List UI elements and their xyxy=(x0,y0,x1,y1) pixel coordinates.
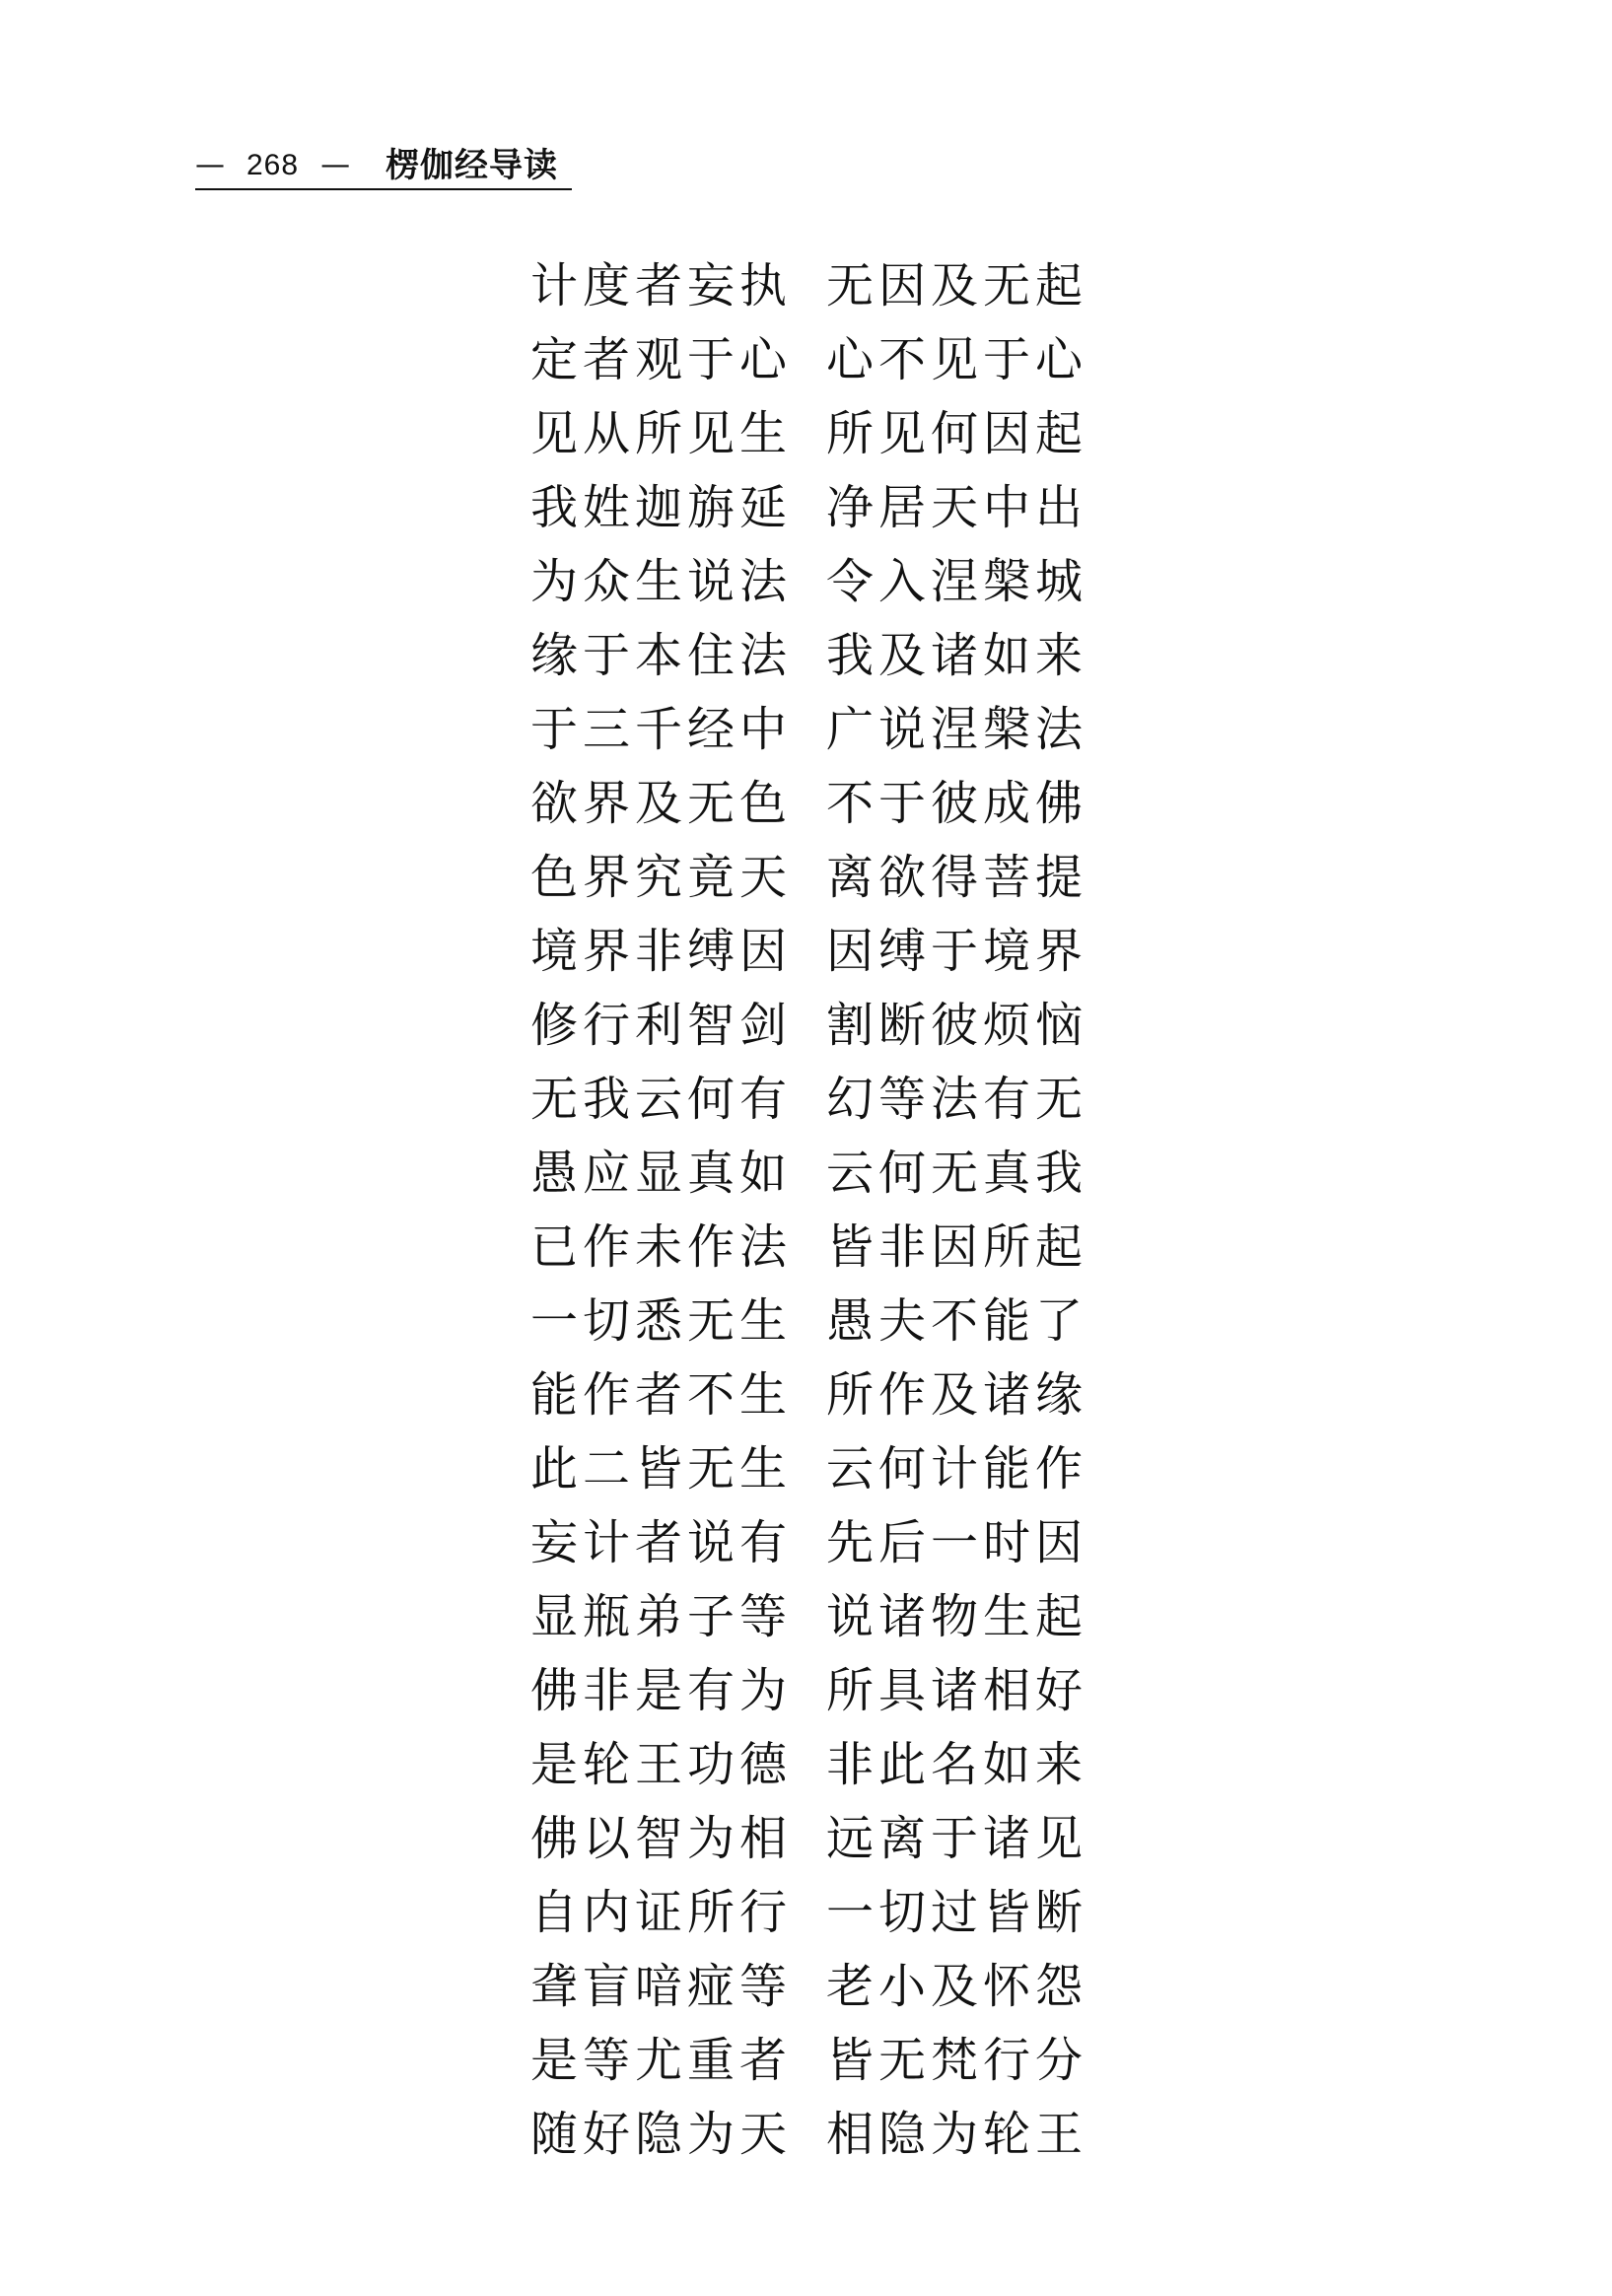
verse-second-half: 云何计能作 xyxy=(826,1441,1088,1496)
running-header xyxy=(195,143,572,190)
verse-line xyxy=(530,910,1122,984)
verse-line xyxy=(530,1649,1122,1723)
verse-line xyxy=(530,466,1122,540)
verse-first-half: 随好隐为天 xyxy=(530,2107,793,2162)
verse-line xyxy=(530,688,1122,762)
verse-second-half: 先后一时因 xyxy=(826,1515,1088,1570)
verse-line xyxy=(530,1354,1122,1427)
verse-second-half: 因缚于境界 xyxy=(826,924,1088,979)
verse-line xyxy=(530,1797,1122,1871)
verse-second-half: 老小及怀怨 xyxy=(826,1959,1088,2014)
verse-first-half: 计度者妄执 xyxy=(530,258,793,313)
verse-second-half: 远离于诸见 xyxy=(826,1811,1088,1866)
verse-second-half: 所见何因起 xyxy=(826,406,1088,461)
verse-first-half: 此二皆无生 xyxy=(530,1441,793,1496)
page-number: 268 xyxy=(246,149,300,181)
header-dash-left: — xyxy=(195,148,225,182)
verse-block xyxy=(530,244,1122,2167)
verse-line xyxy=(530,318,1122,392)
verse-line xyxy=(530,540,1122,614)
verse-line xyxy=(530,1058,1122,1132)
verse-line xyxy=(530,762,1122,836)
verse-first-half: 佛非是有为 xyxy=(530,1663,793,1718)
verse-second-half: 皆无梵行分 xyxy=(826,2033,1088,2088)
verse-second-half: 割断彼烦恼 xyxy=(826,998,1088,1053)
verse-line xyxy=(530,1945,1122,2019)
verse-first-half: 自内证所行 xyxy=(530,1885,793,1940)
verse-line xyxy=(530,2019,1122,2093)
verse-second-half: 所具诸相好 xyxy=(826,1663,1088,1718)
verse-first-half: 为众生说法 xyxy=(530,554,793,609)
verse-first-half: 愚应显真如 xyxy=(530,1146,793,1201)
verse-first-half: 佛以智为相 xyxy=(530,1811,793,1866)
verse-first-half: 我姓迦旃延 xyxy=(530,480,793,535)
verse-second-half: 心不见于心 xyxy=(826,332,1088,387)
verse-line xyxy=(530,1871,1122,1945)
header-dash-right: — xyxy=(320,148,351,182)
verse-second-half: 不于彼成佛 xyxy=(826,776,1088,831)
verse-second-half: 非此名如来 xyxy=(826,1737,1088,1792)
verse-line xyxy=(530,1501,1122,1575)
verse-line xyxy=(530,244,1122,318)
verse-second-half: 云何无真我 xyxy=(826,1146,1088,1201)
verse-first-half: 是等尤重者 xyxy=(530,2033,793,2088)
verse-first-half: 缘于本住法 xyxy=(530,628,793,683)
verse-first-half: 修行利智剑 xyxy=(530,998,793,1053)
verse-line xyxy=(530,1206,1122,1280)
verse-second-half: 我及诸如来 xyxy=(826,628,1088,683)
verse-line xyxy=(530,1280,1122,1354)
verse-second-half: 离欲得菩提 xyxy=(826,850,1088,905)
verse-second-half: 无因及无起 xyxy=(826,258,1088,313)
verse-second-half: 净居天中出 xyxy=(826,480,1088,535)
verse-second-half: 令入涅槃城 xyxy=(826,554,1088,609)
verse-first-half: 定者观于心 xyxy=(530,332,793,387)
verse-line xyxy=(530,836,1122,910)
verse-first-half: 聋盲喑痖等 xyxy=(530,1959,793,2014)
verse-first-half: 境界非缚因 xyxy=(530,924,793,979)
verse-second-half: 幻等法有无 xyxy=(826,1072,1088,1127)
verse-line xyxy=(530,984,1122,1058)
verse-first-half: 妄计者说有 xyxy=(530,1515,793,1570)
verse-second-half: 所作及诸缘 xyxy=(826,1367,1088,1423)
verse-line xyxy=(530,2093,1122,2167)
verse-first-half: 无我云何有 xyxy=(530,1072,793,1127)
verse-first-half: 显瓶弟子等 xyxy=(530,1589,793,1644)
verse-second-half: 说诸物生起 xyxy=(826,1589,1088,1644)
book-title: 楞伽经导读 xyxy=(385,146,559,185)
verse-second-half: 一切过皆断 xyxy=(826,1885,1088,1940)
verse-second-half: 广说涅槃法 xyxy=(826,702,1088,757)
verse-first-half: 能作者不生 xyxy=(530,1367,793,1423)
verse-first-half: 欲界及无色 xyxy=(530,776,793,831)
verse-first-half: 一切悉无生 xyxy=(530,1293,793,1349)
verse-line xyxy=(530,1132,1122,1206)
verse-second-half: 相隐为轮王 xyxy=(826,2107,1088,2162)
verse-line xyxy=(530,614,1122,688)
verse-line xyxy=(530,1723,1122,1797)
verse-first-half: 于三千经中 xyxy=(530,702,793,757)
verse-second-half: 皆非因所起 xyxy=(826,1219,1088,1275)
verse-first-half: 见从所见生 xyxy=(530,406,793,461)
verse-line xyxy=(530,1575,1122,1649)
verse-second-half: 愚夫不能了 xyxy=(826,1293,1088,1349)
verse-first-half: 色界究竟天 xyxy=(530,850,793,905)
verse-first-half: 已作未作法 xyxy=(530,1219,793,1275)
verse-line xyxy=(530,392,1122,466)
verse-first-half: 是轮王功德 xyxy=(530,1737,793,1792)
verse-line xyxy=(530,1427,1122,1501)
